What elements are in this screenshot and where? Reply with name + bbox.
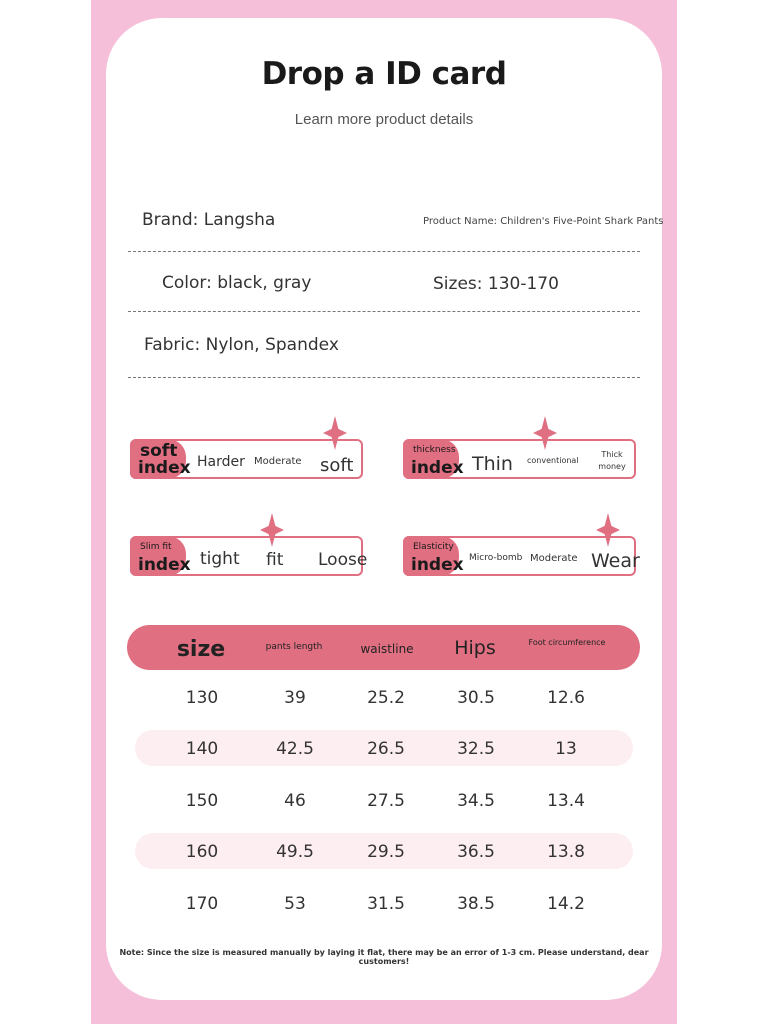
divider bbox=[128, 311, 640, 312]
table-cell: 36.5 bbox=[457, 842, 495, 862]
elasticity-index-tag bbox=[403, 536, 464, 576]
header-size: size bbox=[176, 637, 226, 662]
thickness-index-panel bbox=[403, 439, 636, 479]
table-cell: 14.2 bbox=[547, 894, 585, 914]
page-subtitle: Learn more product details bbox=[294, 111, 474, 128]
table-cell: 170 bbox=[185, 894, 219, 914]
sizes-label: Sizes: 130-170 bbox=[433, 274, 559, 294]
thickness-index-tag bbox=[403, 439, 464, 479]
table-cell: 30.5 bbox=[457, 688, 495, 708]
option-harder: Harder bbox=[197, 454, 245, 470]
measurement-note: Note: Since the size is measured manually by laying it flat, there may be an error of 1-3 cm. Please understand, dear customers! bbox=[119, 948, 649, 966]
option-fit: fit bbox=[266, 550, 284, 570]
table-cell: 150 bbox=[185, 791, 219, 811]
option-tight: tight bbox=[200, 549, 240, 569]
table-cell: 130 bbox=[185, 688, 219, 708]
tag-label: Elasticity bbox=[413, 542, 454, 552]
table-cell: 140 bbox=[185, 739, 219, 759]
table-cell: 32.5 bbox=[457, 739, 495, 759]
table-cell: 53 bbox=[284, 894, 306, 914]
elasticity-index-panel bbox=[403, 536, 640, 576]
option-soft: soft bbox=[320, 455, 354, 476]
slim-fit-index-tag bbox=[130, 536, 191, 576]
fabric-label: Fabric: Nylon, Spandex bbox=[144, 335, 339, 355]
tag-label: soft bbox=[140, 441, 178, 461]
tag-label: thickness bbox=[413, 445, 456, 455]
option-thick-money: Thick money bbox=[598, 450, 626, 471]
size-table-header bbox=[127, 625, 640, 670]
table-cell: 46 bbox=[284, 791, 306, 811]
header-waistline: waistline bbox=[360, 642, 414, 656]
tag-label: index bbox=[138, 555, 191, 575]
header-pants-length: pants length bbox=[265, 642, 323, 652]
table-cell: 34.5 bbox=[457, 791, 495, 811]
tag-label: index bbox=[138, 458, 191, 478]
product-name-label: Product Name: Children's Five-Point Shark Pants bbox=[423, 216, 664, 227]
table-cell: 39 bbox=[284, 688, 306, 708]
option-wear: Wear bbox=[591, 550, 640, 572]
soft-index-tag bbox=[130, 439, 191, 479]
table-cell: 38.5 bbox=[457, 894, 495, 914]
option-conventional: conventional bbox=[527, 456, 579, 465]
color-label: Color: black, gray bbox=[162, 273, 312, 293]
table-cell: 160 bbox=[185, 842, 219, 862]
tag-label: Slim fit bbox=[140, 542, 172, 552]
slim-fit-index-panel bbox=[130, 536, 368, 576]
table-cell: 13.8 bbox=[547, 842, 585, 862]
tag-label: index bbox=[411, 458, 464, 478]
table-cell: 13.4 bbox=[547, 791, 585, 811]
header-hips: Hips bbox=[454, 637, 496, 659]
option-moderate: Moderate bbox=[530, 553, 578, 564]
table-cell: 27.5 bbox=[367, 791, 405, 811]
table-cell: 42.5 bbox=[276, 739, 314, 759]
divider bbox=[128, 377, 640, 378]
tag-label: index bbox=[411, 555, 464, 575]
option-moderate: Moderate bbox=[254, 456, 302, 467]
soft-index-panel bbox=[130, 439, 363, 479]
table-cell: 49.5 bbox=[276, 842, 314, 862]
table-cell: 12.6 bbox=[547, 688, 585, 708]
table-cell: 25.2 bbox=[367, 688, 405, 708]
table-cell: 13 bbox=[555, 739, 577, 759]
table-cell: 26.5 bbox=[367, 739, 405, 759]
brand-label: Brand: Langsha bbox=[142, 210, 276, 230]
table-cell: 31.5 bbox=[367, 894, 405, 914]
table-cell: 29.5 bbox=[367, 842, 405, 862]
option-thin: Thin bbox=[472, 453, 513, 475]
option-micro-bomb: Micro-bomb bbox=[469, 553, 523, 563]
option-loose: Loose bbox=[318, 550, 368, 570]
page-title: Drop a ID card bbox=[261, 56, 507, 92]
divider bbox=[128, 251, 640, 252]
header-foot-circumference: Foot circumference bbox=[528, 638, 606, 647]
